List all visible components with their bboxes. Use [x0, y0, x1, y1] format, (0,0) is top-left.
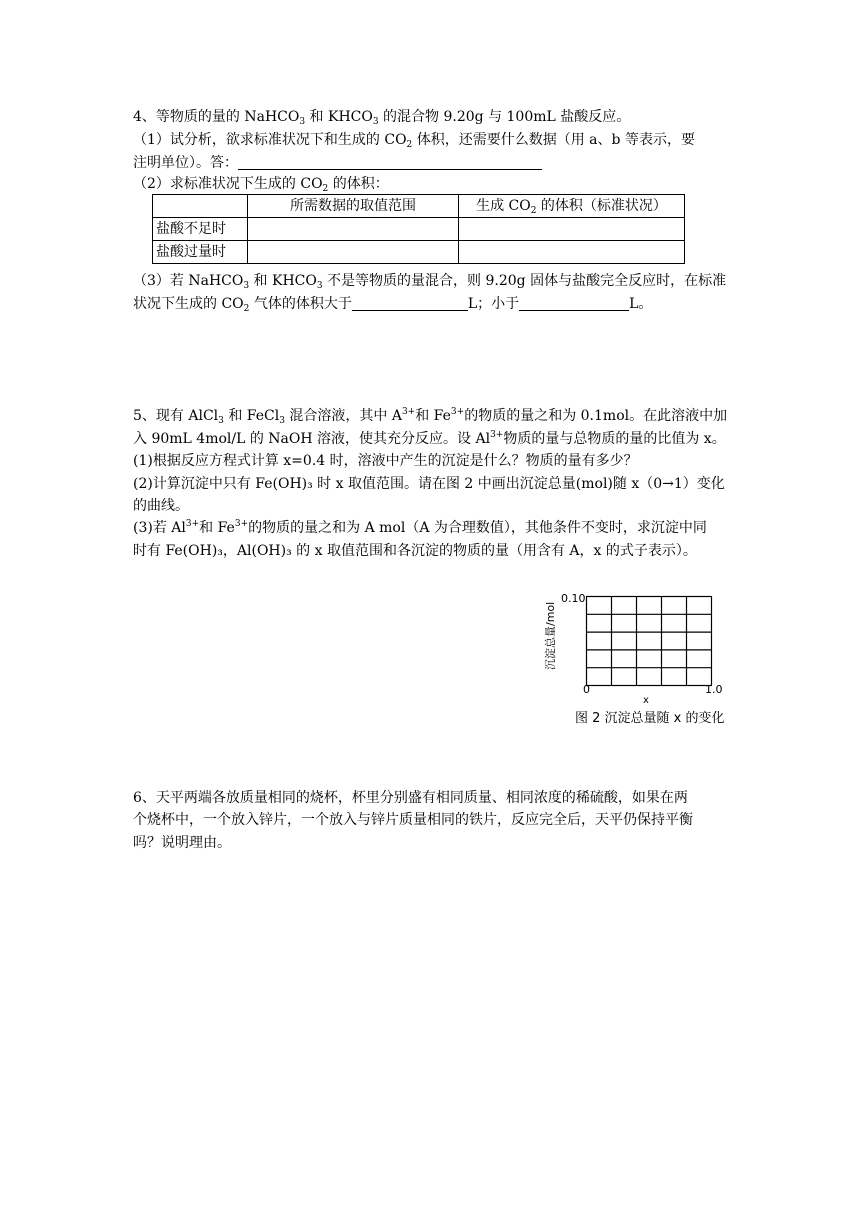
x-axis-label: x — [643, 695, 649, 706]
q6-line1: 6、天平两端各放质量相同的烧杯，杯里分别盛有相同质量、相同浓度的稀硫酸，如果在两 — [133, 790, 688, 806]
q5-text: 的物质的量之和为 0.1mol。在此溶液中加 — [464, 408, 728, 424]
q5-line3: (1)根据反应方程式计算 x=0.4 时，溶液中产生的沉淀是什么？物质的量有多少？ — [133, 453, 638, 469]
q4-title — [133, 109, 630, 125]
q4-lower-bound-blank[interactable] — [352, 296, 468, 311]
q4-answer-label: 注明单位）。答： — [133, 155, 238, 171]
q4-part3-text: L；小于 — [467, 296, 520, 312]
q4-title-text: 和 KHCO — [305, 109, 373, 125]
table-input-cell[interactable] — [459, 241, 685, 264]
q4-part3-text: L。 — [629, 296, 653, 312]
q5-text: 物质的量与总物质的量的比值为 x。 — [503, 431, 726, 447]
table-input-cell[interactable] — [248, 218, 459, 241]
q4-title-text: 4、等物质的量的 NaHCO — [133, 109, 300, 125]
q4-part1-line2 — [133, 155, 542, 171]
q4-part3-line2 — [133, 296, 652, 312]
q4-answer-blank[interactable] — [238, 155, 542, 170]
table-input-cell[interactable] — [459, 218, 685, 241]
subscript: 3 — [279, 416, 285, 426]
table-corner-cell — [153, 195, 248, 218]
q4-part2 — [133, 176, 389, 192]
q5-line7: 时有 Fe(OH)₃，Al(OH)₃ 的 x 取值范围和各沉淀的物质的量（用含有 A，x 的式子表示）。 — [133, 543, 697, 559]
q5-line5: 的曲线。 — [133, 498, 189, 514]
q5-text: 的物质的量之和为 A mol（A 为合理数值），其他条件不变时，求沉淀中同 — [248, 520, 707, 536]
subscript: 2 — [322, 184, 329, 194]
x-axis-end-tick: 1.0 — [705, 683, 723, 696]
q6-line3: 吗？说明理由。 — [133, 835, 231, 851]
q5-text: 和 FeCl — [223, 408, 280, 424]
subscript: 3 — [316, 281, 323, 291]
q5-text: 和 Fe — [415, 408, 451, 424]
q6-line2: 个烧杯中，一个放入锌片，一个放入与锌片质量相同的铁片，反应完全后，天平仍保持平衡 — [133, 812, 693, 828]
subscript: 2 — [243, 304, 250, 314]
subscript: 2 — [406, 140, 413, 150]
q4-part1-line1 — [133, 132, 695, 148]
q5-line4: (2)计算沉淀中只有 Fe(OH)₃ 时 x 取值范围。请在图 2 中画出沉淀总量(mol)随 x（0→1）变化 — [133, 476, 725, 492]
table-input-cell[interactable] — [248, 241, 459, 264]
q5-line2 — [133, 431, 726, 447]
table-row — [153, 195, 685, 218]
q5-line6 — [133, 520, 707, 536]
q4-part3-text: 不是等物质的量混合，则 9.20g 固体与盐酸完全反应时，在标准 — [322, 273, 727, 289]
y-axis-label: 沉淀总量/mol — [544, 601, 557, 670]
grid-lines — [587, 597, 712, 686]
table-row — [153, 241, 685, 264]
table-row-label: 盐酸过量时 — [153, 241, 248, 264]
table-header-volume: 生成 $CO_2$ 的体积（标准状况） — [459, 195, 685, 218]
table-row-label: 盐酸不足时 — [153, 218, 248, 241]
superscript: 3+ — [185, 519, 200, 529]
table-header-range: 所需数据的取值范围 — [248, 195, 459, 218]
x-axis-origin-tick: 0 — [583, 683, 590, 696]
q4-upper-bound-blank[interactable] — [519, 296, 629, 311]
q5-line1 — [133, 408, 727, 424]
q4-part1-text: （1）试分析，欲求标准状况下和生成的 CO — [133, 132, 407, 148]
q4-part2-text: 的体积： — [328, 176, 389, 192]
subscript: 3 — [299, 117, 306, 127]
q4-part2-text: （2）求标准状况下生成的 CO — [133, 176, 323, 192]
subscript: 3 — [243, 281, 250, 291]
q4-part3-text: 气体的体积大于 — [249, 296, 352, 312]
q5-text: 入 90mL 4mol/L 的 NaOH 溶液，使其充分反应。设 Al — [133, 431, 491, 447]
superscript: 3+ — [450, 407, 465, 417]
grid-border — [587, 597, 712, 686]
q4-part3-text: 状况下生成的 CO — [133, 296, 244, 312]
q4-part3-text: （3）若 NaHCO — [133, 273, 244, 289]
figure-caption: 图 2 沉淀总量随 x 的变化 — [575, 711, 725, 726]
superscript: 3+ — [234, 519, 249, 529]
q5-text: 混合溶液，其中 A — [284, 408, 402, 424]
figure-2-grid — [535, 585, 755, 730]
q4-part3-text: 和 KHCO — [249, 273, 317, 289]
q5-text: (3)若 Al — [133, 520, 186, 536]
y-axis-top-tick: 0.10 — [561, 592, 586, 605]
q4-title-text: 的混合物 9.20g 与 100mL 盐酸反应。 — [378, 109, 631, 125]
table-row — [153, 218, 685, 241]
subscript: 3 — [218, 416, 224, 426]
superscript: 3+ — [490, 430, 504, 440]
superscript: 3+ — [401, 407, 416, 417]
q4-part3-line1 — [133, 273, 726, 289]
q5-text: 5、现有 AlCl — [133, 408, 219, 424]
q4-part1-text: 体积，还需要什么数据（用 a、b 等表示，要 — [412, 132, 695, 148]
q4-table — [152, 194, 685, 264]
q5-text: 和 Fe — [199, 520, 235, 536]
subscript: 3 — [372, 117, 379, 127]
